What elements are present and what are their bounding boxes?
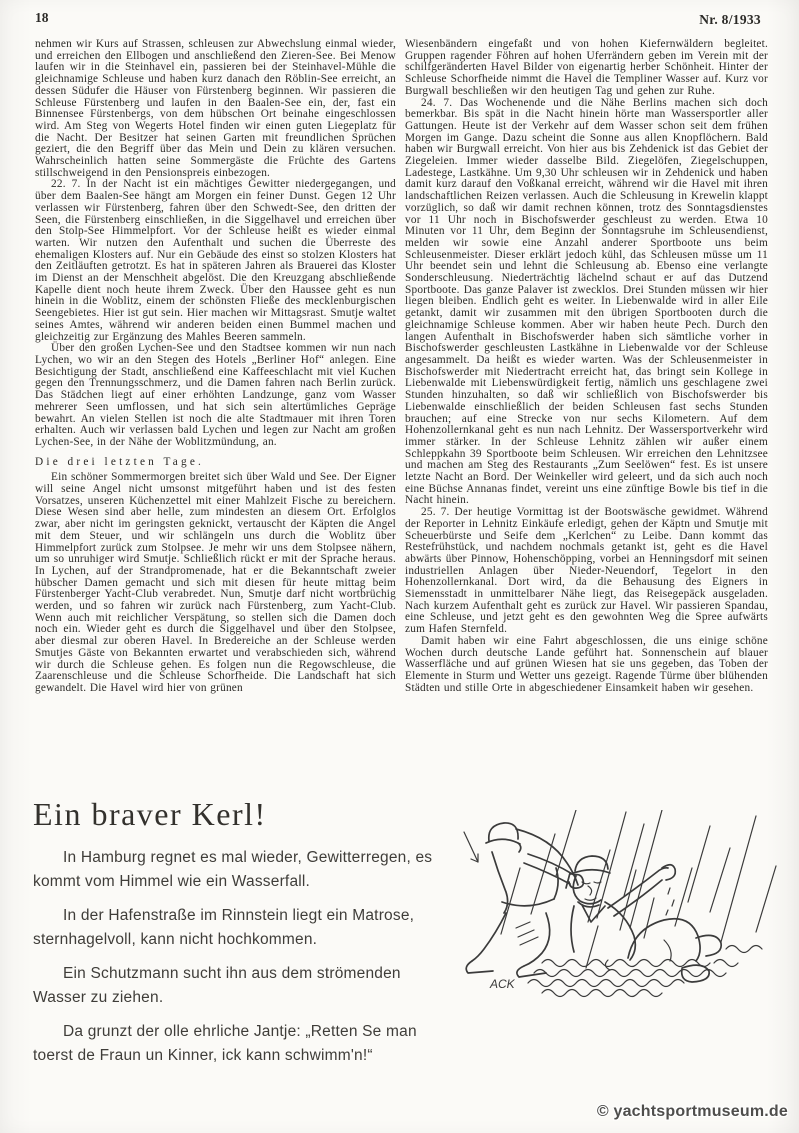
paragraph: 25. 7. Der heutige Vormittag ist der Bootswäsche gewidmet. Während der Reporter in Lehnitz Einkäufe erledigt, gehen der Käptn und Smutje mit Scheuerbürste und Seife dem „Kerlchen“ zu Leibe. Dann kommt das Restefrühstück, und nachdem nochmals getankt ist, geht es die Havel abwärts über Pinnow, Hohenschöpping, vorbei an Henningsdorf mit seinen industriellen Anlagen über Nieder-Neuendorf, Tegelort in den Hohenzollernkanal. Dort wird, da die Behausung des Eigners in Siemensstadt in unmittelbarer Nähe liegt, das Reisegepäck ausgeladen. Nach kurzem Aufenthalt geht es zurück zur Havel. Wir passieren Spandau, eine Schleuse, und jetzt geht es den gewohnten Weg die Spree aufwärts zum Hafen Sternfeld. [405, 506, 768, 636]
left-column [35, 39, 396, 695]
paragraph: In Hamburg regnet es mal wieder, Gewitterregen, es kommt vom Himmel wie ein Wasserfall. [33, 849, 433, 890]
paragraph: 24. 7. Das Wochenende und die Nähe Berlins machen sich doch bemerkbar. Bis spät in die Nacht hinein hörte man Wassersportler aller Gattungen. Heute ist der Verkehr auf dem Wasser schon seit dem frühen Morgen im Gange. Dazu scheint die Sonne aus allen Knopflöchern. Bald haben wir Burgwall erreicht. Von hier aus bis Zehdenick ist das Gebiet der Ziegeleien. Immer wieder dasselbe Bild. Ziegelöfen, Ziegelschuppen, Ladestege, Lastkähne. Um 9,30 Uhr schleusen wir in Zehdenick und haben damit kurz darauf den Voßkanal erreicht, während wir die Havel mit ihren landschaftlichen Reizen verlassen. Auch die Schleusung in Krewelin klappt vorzüglich, so daß wir damit rechnen können, trotz des Sonntagsdienstes vor 11 Uhr noch in Bischofswerder geschleust zu werden. Etwa 10 Minuten vor 11 Uhr, dem Beginn der Sonntagsruhe im Schleusendienst, melden wir sowie eine Anzahl anderer Sportboote uns beim Schleusenmeister. Dieser erklärt jedoch kühl, das Schleusen müsse um 11 Uhr beendet sein und lehnt die Schleusung ab. Ebenso eine verlangte Sonderschleusung. Niederträchtig lächelnd schaut er auf das Dutzend Sportboote. Das ganze Palaver ist zwecklos. Drei Stunden müssen wir hier liegen bleiben. Endlich geht es weiter. In Liebenwalde wird in aller Eile getankt, damit wir zusammen mit den übrigen Sportbooten durch die gleichnamige Schleuse kommen. Aber wir haben heute Pech. Durch den langen Aufenthalt in Bischofswerder haben sich sämtliche vorher in Bischofswerder geschleusten Lastkähne in Liebenwalde vor der Schleuse angesammelt. Da heißt es wieder warten. Was der Schleusenmeister in Bischofswerder mit Niedertracht erreicht hat, das bringt sein Kollege in Liebenwalde mit Liebenswürdigkeit fertig, nämlich uns geschlagene zwei Stunden hinzuhalten, so daß wir schließlich von Bischofswerder bis Liebenwalde einschließlich der beiden Schleusen fast sechs Stunden brauchen; auf eine Strecke von nur sechs Kilometern. Auf dem Hohenzollernkanal geht es nun nach Lehnitz. Der Wassersportverkehr wird immer stärker. In der Schleuse Lehnitz zählen wir außer einem Schleppkahn 39 Sportboote beim Schleusen. Wir erreichen den Lehnitzsee und machen am Steg des Restaurants „Zum Seelöwen“ fest. Es ist unsere letzte Nacht an Bord. Der Weinkeller wird geleert, und da sich auch noch eine Büchse Annanas findet, vereint uns eine zünftige Bowle bis tief in die Nacht hinein. [405, 96, 768, 507]
paragraph: Damit haben wir eine Fahrt abgeschlossen, die uns einige schöne Wochen durch deutsche Lande geführt hat. Sonnenschein auf blauer Wasserfläche und auf grünen Wiesen hat sie uns gegeben, das Toben der Elemente in Sturm und Wetter uns gezeigt. Ragende Türme über blühenden Städten und stille Orte in abgeschiedener Einsamkeit haben wir gesehen. [405, 634, 768, 694]
paragraph: Ein schöner Sommermorgen breitet sich über Wald und See. Der Eigner will seine Angel nicht umsonst mitgeführt haben und ist des festen Vorsatzes, unseren Küchenzettel mit einer Mahlzeit Fische zu bereichern. Diese Wesen sind aber helle, zum mindesten an diesem Ort. Erfolglos zwar, aber nicht im geringsten geknickt, vertauscht der Käpten die Angel mit dem Steuer, und wir schlängeln uns durch die Woblitz über Himmelpfort zurück zum Stolpsee. Je mehr wir uns dem Stolpsee nähern, um so unruhiger wird Smutje. Schließlich rückt er mit der Sprache heraus. In Lychen, auf der Strandpromenade, hat er die Bekanntschaft zweier hübscher Damen gemacht und sich mit diesen für heute mittag beim Fürstenberger Yacht-Club verabredet. Nun, Smutje darf nicht wortbrüchig werden, und so fahren wir zurück nach Fürstenberg, zum Yacht-Club. Wenn auch mit reichlicher Verspätung, so stellen sich die Damen doch noch ein. Wieder geht es durch die Siggelhavel und über den Stolpsee, aber diesmal zur oberen Havel. In Bredereiche an der Schleuse werden Smutjes Gäste von Bekannten erwartet und verabschieden sich, während wir durch die Schleuse gehen. Es folgen nun die Regowschleuse, die Zaarenschleuse und die Schleuse Schorfheide. Die Landschaft hat sich gewandelt. Die Havel wird hier von grünen [35, 471, 396, 694]
policeman-figure [466, 823, 583, 977]
section-heading: Die drei letzten Tage. [35, 455, 205, 468]
page-number: 18 [35, 10, 49, 25]
paragraph: Über den großen Lychen-See und den Stadtsee kommen wir nun nach Lychen, wo wir an den Stegen des Hotels „Berliner Hof“ anlegen. Eine Besichtigung der Stadt, anschließend eine Kaffeeschlacht mit viel Kuchen gegen den Trennungsschmerz, und die Damen fahren nach Berlin zurück. Das Städchen liegt auf einer erhöhten Landzunge, ganz vom Wasser mehrerer Seen umflossen, und hat sich sein altertümliches Gepräge bewahrt. An vielen Stellen ist noch die alte Stadtmauer mit ihren Toren erhalten. Auch wir verlassen bald Lychen und legen zur Nacht am großen Lychen-See, in der Nähe der Woblitzmündung, an. [35, 342, 396, 448]
rain-lines [464, 810, 776, 968]
watermark: © yachtsportmuseum.de [596, 1103, 788, 1120]
cartoon-illustration [458, 810, 794, 1078]
joke-heading: Ein braver Kerl! [33, 796, 267, 832]
joke-section [33, 797, 445, 1078]
water-waves [528, 946, 762, 997]
paragraph: Da grunzt der olle ehrliche Jantje: „Retten Se man toerst de Fraun un Kinner, ick kann schwimm'n!“ [33, 1023, 417, 1064]
paragraph: Wiesenbändern eingefaßt und von hohen Kiefernwäldern begleitet. Gruppen ragender Föhren auf hohen Uferrändern geben im Verein mit der schilfgeränderten Havel Bilder von eigenartig herber Schönheit. Hinter der Schleuse Schorfheide nimmt die Havel die Templiner Wasser auf. Kurz vor Burgwall beschließen wir den heutigen Tag und gehen zur Ruhe. [405, 38, 768, 97]
paragraph: 22. 7. In der Nacht ist ein mächtiges Gewitter niedergegangen, und über dem Baalen-See hängt am Morgen ein feiner Dunst. Gegen 12 Uhr verlassen wir Fürstenberg, fahren über den Schwedt-See, den dritten der Seen, die Fürstenberg einschließen, in die Siggelhavel und erreichen über den Stolp-See Himmelpfort. Vor der Schleuse heißt es wieder einmal warten. Wir nutzen den Aufenthalt und suchen die Überreste des ehemaligen Klosters auf. Nur ein Gebäude des einst so stolzen Klosters hat den Zeitläuften getrotzt. Es hat in späteren Jahren als Brauerei das Kloster im Dienst an der Menschheit abgelöst. Die den Kreuzgang abschließende Kapelle dient noch heute ihrem Zweck. Über den Haussee geht es nun hinein in die Woblitz, einem der schönsten Fließe des mecklenburgischen Seengebietes. Hier ist gut sein. Hier machen wir Mittagsrast. Smutje waltet seines Amtes, während wir anderen beiden einen Bummel machen und gleichzeitig zur Ergänzung des Mahles Beeren sammeln. [35, 178, 396, 343]
paragraph: nehmen wir Kurs auf Strassen, schleusen zur Abwechslung einmal wieder, und erreichen den Ellbogen und anschließend den Zieren-See. Bei Menow laufen wir in die Steinhavel ein, passieren bei der Steinhavel-Mühle die gleichnamige Schleuse und haben kurz danach den Röblin-See erreicht, an dessen Südufer die Häuser von Fürstenberg beginnen. Wir passieren die Schleuse Fürstenberg und laufen in den Baalen-See ein, der, fast ein Binnensee Fürstenbergs, von dem hübschen Ort beinahe eingeschlossen wird. Am Steg von Wegerts Hotel finden wir einen guten Liegeplatz für die Nacht. Der Besitzer hat seinen Garten mit freundlichen Sprüchen geziert, die den Begriff über das Mein und Dein zu klären versuchen. Wahrscheinlich hatten seine Sommergäste die Früchte des Gartens stillschweigend in den Pensionspreis einbezogen. [35, 38, 396, 179]
right-column [405, 39, 768, 694]
cartoonist-signature: ACK [490, 977, 515, 991]
issue-number: Nr. 8/1933 [699, 12, 761, 27]
paragraph: In der Hafenstraße im Rinnstein liegt ein Matrose, sternhagelvoll, kann nicht hochkommen. [33, 907, 415, 948]
paragraph: Ein Schutzmann sucht ihn aus dem strömenden Wasser zu ziehen. [33, 965, 401, 1006]
